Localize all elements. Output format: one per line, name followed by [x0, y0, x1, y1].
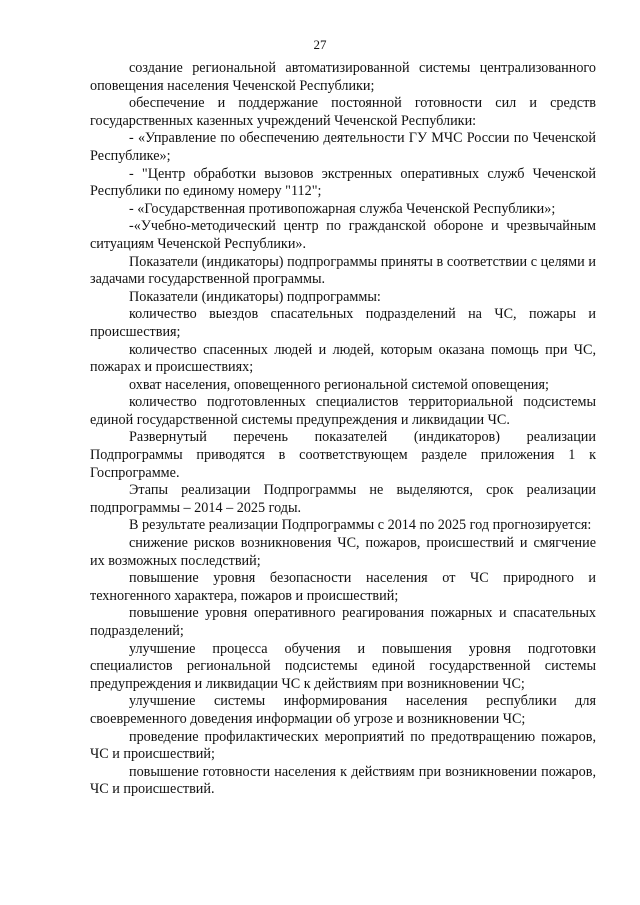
paragraph: Развернутый перечень показателей (индикаторов) реализации Подпрограммы приводятся в соответствующем разделе приложения 1 к Госпрограмме.	[90, 429, 596, 481]
paragraph: Этапы реализации Подпрограммы не выделяются, срок реализации подпрограммы – 2014 – 2025 годы.	[90, 482, 596, 516]
paragraph: Показатели (индикаторы) подпрограммы:	[129, 288, 381, 305]
paragraph: создание региональной автоматизированной системы централизованного оповещения населения Чеченской Республики;	[90, 60, 596, 94]
paragraph: повышение готовности населения к действиям при возникновении пожаров, ЧС и происшествий.	[90, 763, 596, 798]
paragraph: -«Учебно-методический центр по гражданской обороне и чрезвычайным ситуациям Чеченской Республики».	[90, 218, 596, 252]
paragraph: - "Центр обработки вызовов экстренных оперативных служб Чеченской Республики по единому номеру "112";	[90, 165, 596, 200]
paragraph: повышение уровня безопасности населения от ЧС природного и техногенного характера, пожаров и происшествий;	[90, 570, 596, 604]
paragraph: количество выездов спасательных подразделений на ЧС, пожары и происшествия;	[90, 306, 596, 340]
paragraph: обеспечение и поддержание постоянной готовности сил и средств государственных казенных учреждений Чеченской Республики:	[90, 95, 596, 129]
paragraph: снижение рисков возникновения ЧС, пожаров, происшествий и смягчение их возможных последствий;	[90, 535, 596, 569]
paragraph: проведение профилактических мероприятий по предотвращению пожаров, ЧС и происшествий;	[90, 728, 596, 763]
paragraph: количество подготовленных специалистов территориальной подсистемы единой государственной системы предупреждения и ликвидации ЧС.	[90, 394, 596, 428]
paragraph: В результате реализации Подпрограммы с 2014 по 2025 год прогнозируется:	[129, 517, 592, 534]
paragraph: Показатели (индикаторы) подпрограммы приняты в соответствии с целями и задачами государственной программы.	[90, 253, 596, 288]
paragraph: количество спасенных людей и людей, которым оказана помощь при ЧС, пожарах и происшествиях;	[90, 341, 596, 376]
paragraph: улучшение процесса обучения и повышения уровня подготовки специалистов региональной подсистемы единой государственной системы предупреждения и ликвидации ЧС к действиям при возникновении ЧС;	[90, 640, 596, 692]
page-number: 27	[313, 37, 327, 52]
paragraph: охват населения, оповещенного региональной системой оповещения;	[129, 376, 549, 393]
paragraph: повышение уровня оперативного реагирования пожарных и спасательных подразделений;	[90, 605, 596, 639]
paragraph: улучшение системы информирования населения республики для своевременного доведения информации об угрозе и возникновении ЧС;	[90, 693, 596, 727]
paragraph: - «Управление по обеспечению деятельности ГУ МЧС России по Чеченской Республике»;	[90, 130, 596, 164]
paragraph: - «Государственная противопожарная служба Чеченской Республики»;	[129, 200, 556, 217]
document-body	[90, 60, 596, 799]
